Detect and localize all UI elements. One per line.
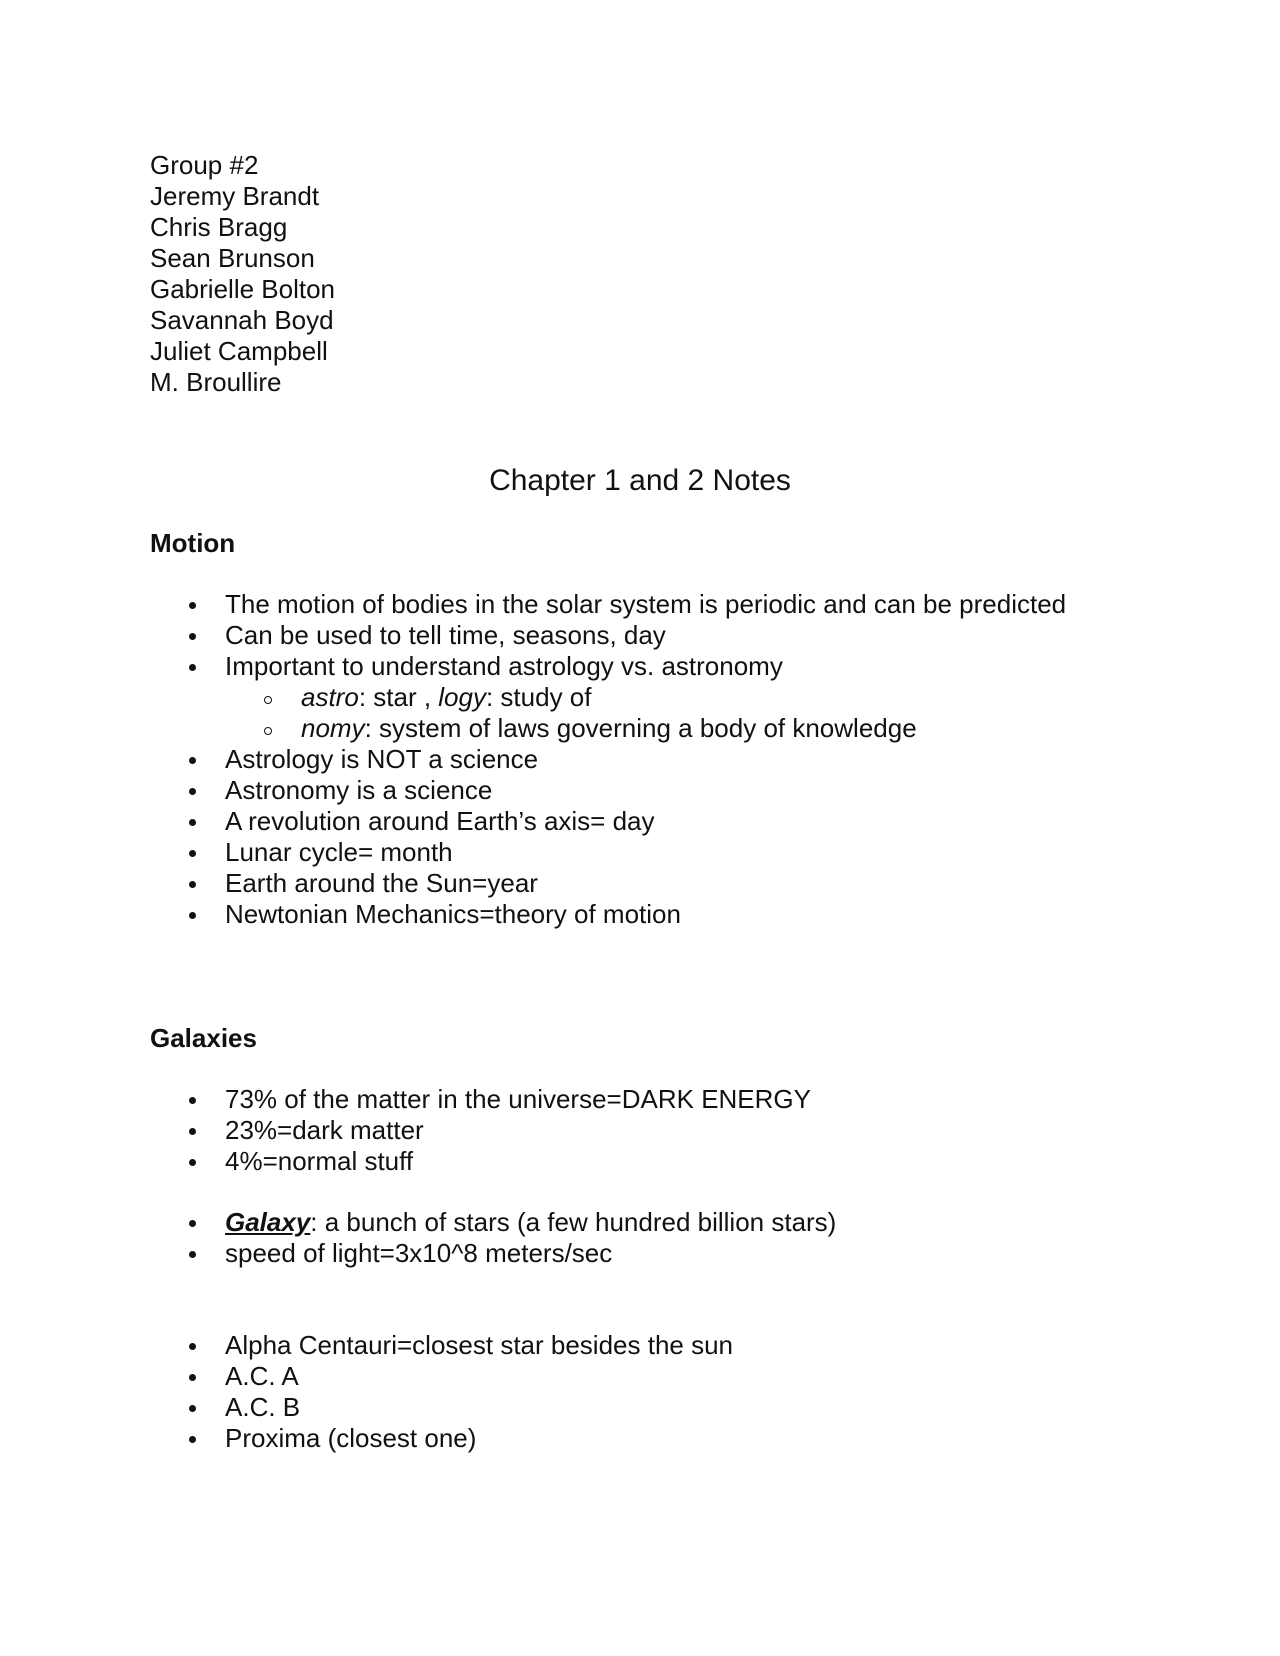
galaxy-term: Galaxy bbox=[225, 1207, 311, 1237]
bullet-icon bbox=[189, 1436, 196, 1443]
group-info bbox=[150, 150, 335, 398]
list-item: Earth around the Sun=year bbox=[0, 868, 1066, 899]
bullet-icon bbox=[189, 1405, 196, 1412]
list-item: Can be used to tell time, seasons, day bbox=[0, 620, 1066, 651]
member-name: Chris Bragg bbox=[150, 212, 288, 242]
list-item: 4%=normal stuff bbox=[0, 1146, 811, 1177]
list-item: speed of light=3x10^8 meters/sec bbox=[0, 1238, 836, 1269]
hollow-bullet-icon bbox=[264, 727, 272, 735]
list-item: Astrology is NOT a science bbox=[0, 744, 1066, 775]
bullet-icon bbox=[189, 664, 196, 671]
member-name: Juliet Campbell bbox=[150, 336, 328, 366]
bullet-icon bbox=[189, 1343, 196, 1350]
bullet-icon bbox=[189, 633, 196, 640]
galaxies-list-stars bbox=[0, 1330, 733, 1454]
sub-list-item: astro: star , logy: study of bbox=[0, 682, 1066, 713]
list-item: A revolution around Earth’s axis= day bbox=[0, 806, 1066, 837]
list-item: Important to understand astrology vs. astronomy bbox=[0, 651, 1066, 682]
bullet-icon bbox=[189, 912, 196, 919]
document-title: Chapter 1 and 2 Notes bbox=[489, 464, 791, 497]
bullet-icon bbox=[189, 1220, 196, 1227]
bullet-icon bbox=[189, 602, 196, 609]
list-item: Alpha Centauri=closest star besides the sun bbox=[0, 1330, 733, 1361]
bullet-icon bbox=[189, 1251, 196, 1258]
section-heading-galaxies: Galaxies bbox=[150, 1023, 257, 1053]
bullet-icon bbox=[189, 1128, 196, 1135]
bullet-icon bbox=[189, 1159, 196, 1166]
list-item: 73% of the matter in the universe=DARK ENERGY bbox=[0, 1084, 811, 1115]
galaxies-list-matter bbox=[0, 1084, 811, 1177]
member-name: M. Broullire bbox=[150, 367, 282, 397]
member-name: Sean Brunson bbox=[150, 243, 315, 273]
hollow-bullet-icon bbox=[264, 696, 272, 704]
list-item: A.C. B bbox=[0, 1392, 733, 1423]
bullet-icon bbox=[189, 850, 196, 857]
list-item: Galaxy: a bunch of stars (a few hundred billion stars) bbox=[0, 1207, 836, 1238]
galaxies-list-definition bbox=[0, 1207, 836, 1269]
bullet-icon bbox=[189, 819, 196, 826]
sub-list-item: nomy: system of laws governing a body of knowledge bbox=[0, 713, 1066, 744]
list-item: Newtonian Mechanics=theory of motion bbox=[0, 899, 1066, 930]
bullet-icon bbox=[189, 1374, 196, 1381]
member-name: Jeremy Brandt bbox=[150, 181, 320, 211]
member-name: Gabrielle Bolton bbox=[150, 274, 335, 304]
list-item: Lunar cycle= month bbox=[0, 837, 1066, 868]
bullet-icon bbox=[189, 788, 196, 795]
member-name: Savannah Boyd bbox=[150, 305, 334, 335]
section-heading-motion: Motion bbox=[150, 528, 236, 558]
motion-list bbox=[0, 589, 1066, 930]
list-item: Proxima (closest one) bbox=[0, 1423, 733, 1454]
list-item: Astronomy is a science bbox=[0, 775, 1066, 806]
list-item: 23%=dark matter bbox=[0, 1115, 811, 1146]
list-item: A.C. A bbox=[0, 1361, 733, 1392]
bullet-icon bbox=[189, 757, 196, 764]
list-item: The motion of bodies in the solar system is periodic and can be predicted bbox=[0, 589, 1066, 620]
bullet-icon bbox=[189, 1097, 196, 1104]
group-label: Group #2 bbox=[150, 150, 259, 180]
bullet-icon bbox=[189, 881, 196, 888]
